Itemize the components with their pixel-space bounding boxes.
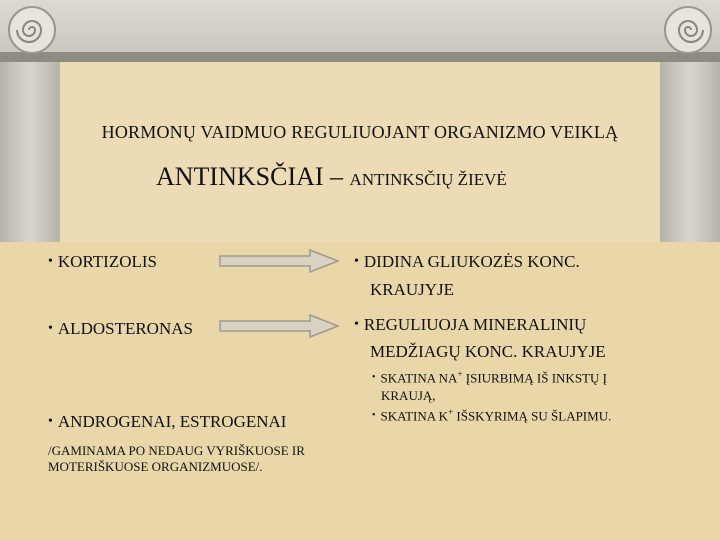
subitem-na	[372, 369, 607, 386]
item-label: ANDROGENAI, ESTROGENAI	[57, 412, 287, 431]
bullet-icon: •	[48, 254, 53, 269]
content-background	[0, 242, 720, 540]
item-mineral	[354, 315, 586, 335]
item-aldosteronas	[48, 319, 193, 339]
column-capital	[0, 0, 720, 62]
right-arrow-icon	[218, 313, 340, 339]
slide-title: HORMONŲ VAIDMUO REGULIUOJANT ORGANIZMO VEIKLĄ	[101, 122, 619, 142]
title-panel	[60, 62, 660, 242]
subtitle-small: ANTINKSČIŲ ŽIEVĖ	[349, 170, 507, 189]
item-label: REGULIUOJA MINERALINIŲ	[363, 315, 587, 334]
item-label: ALDOSTERONAS	[57, 319, 193, 338]
right-arrow-icon	[218, 248, 340, 274]
left-pillar	[0, 62, 60, 242]
item-label: DIDINA GLIUKOZĖS KONC.	[363, 252, 580, 271]
subtitle-main: ANTINKSČIAI –	[156, 162, 344, 191]
footnote-line-1: /GAMINAMA PO NEDAUG VYRIŠKUOSE IR	[48, 443, 305, 458]
volute-scroll-icon	[664, 6, 712, 54]
footnote	[48, 443, 305, 475]
item-gliukoze	[354, 252, 580, 272]
footnote-line-2: MOTERIŠKUOSE ORGANIZMUOSE/.	[48, 459, 263, 474]
superscript: +	[457, 369, 463, 379]
item-mineral-line2: MEDŽIAGŲ KONC. KRAUJYJE	[370, 342, 606, 361]
bullet-icon: •	[48, 414, 53, 429]
volute-scroll-icon	[8, 6, 56, 54]
superscript: +	[448, 407, 454, 417]
item-androgenai	[48, 412, 286, 432]
item-label: KORTIZOLIS	[57, 252, 157, 271]
bullet-icon: •	[48, 321, 53, 336]
right-pillar	[660, 62, 720, 242]
subitem-text: SKATINA K	[380, 408, 449, 424]
slide-subtitle	[156, 162, 507, 192]
item-kortizolis	[48, 252, 157, 272]
subitem-text: IŠSKYRIMĄ SU ŠLAPIMU.	[453, 408, 612, 424]
subitem-text: ĮSIURBIMĄ IŠ INKSTŲ Į	[462, 370, 607, 386]
subitem-text: SKATINA NA	[380, 370, 458, 386]
bullet-icon: •	[354, 317, 359, 332]
subitem-k	[372, 407, 611, 424]
bullet-icon: •	[372, 410, 376, 422]
bullet-icon: •	[354, 254, 359, 269]
item-gliukoze-line2: KRAUJYJE	[370, 280, 455, 299]
capital-band	[0, 52, 720, 62]
subitem-na-line2: KRAUJĄ,	[381, 388, 436, 403]
bullet-icon: •	[372, 372, 376, 384]
